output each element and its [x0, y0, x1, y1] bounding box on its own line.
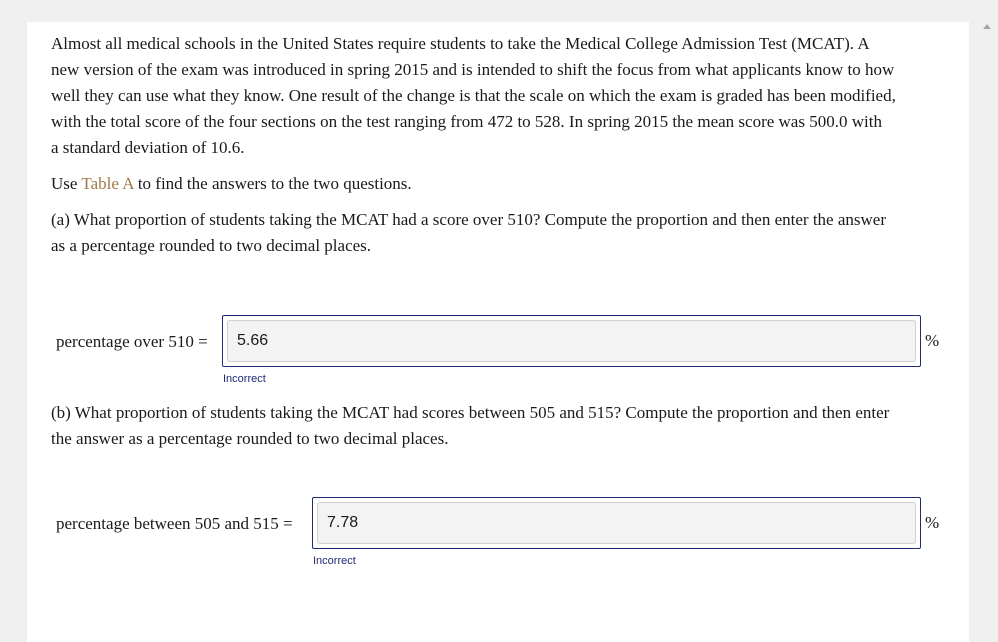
answer-a-input[interactable]: 5.66: [227, 320, 916, 362]
question-a-line: (a) What proportion of students taking the MCAT had a score over 510? Compute the proportion and then enter the answer: [51, 210, 886, 229]
question-b: [51, 400, 946, 452]
problem-intro: [51, 31, 946, 161]
answer-b-frame: [312, 497, 921, 549]
instructions-text: to find the answers to the two questions.: [133, 174, 412, 193]
intro-line: well they can use what they know. One result of the change is that the scale on which the exam is graded has been modified,: [51, 86, 896, 105]
question-b-line: (b) What proportion of students taking the MCAT had scores between 505 and 515? Compute the proportion and then enter: [51, 403, 890, 422]
table-a-link[interactable]: Table A: [81, 174, 134, 193]
answer-b-unit: %: [925, 513, 940, 532]
scrollbar[interactable]: [976, 0, 998, 634]
question-a: [51, 207, 946, 259]
intro-line: with the total score of the four sections on the test ranging from 472 to 528. In spring 2015 the mean score was 500.0 with: [51, 112, 882, 131]
intro-line: a standard deviation of 10.6.: [51, 138, 245, 157]
intro-line: new version of the exam was introduced in spring 2015 and is intended to shift the focus from what applicants know to how: [51, 60, 895, 79]
question-b-line: the answer as a percentage rounded to two decimal places.: [51, 429, 449, 448]
scroll-up-arrow-icon[interactable]: [983, 24, 991, 29]
answer-a-label: percentage over 510 =: [56, 332, 208, 351]
answer-b-feedback: Incorrect: [313, 555, 356, 567]
answer-b-label: percentage between 505 and 515 =: [56, 514, 293, 533]
answer-b-input[interactable]: 7.78: [317, 502, 916, 544]
question-a-line: as a percentage rounded to two decimal places.: [51, 236, 372, 255]
answer-a-unit: %: [925, 331, 940, 350]
instructions: [51, 171, 946, 197]
intro-line: Almost all medical schools in the United States require students to take the Medical College Admission Test (MCAT). A: [51, 34, 870, 53]
instructions-text: Use: [51, 174, 82, 193]
answer-a-feedback: Incorrect: [223, 373, 266, 385]
answer-a-frame: [222, 315, 921, 367]
